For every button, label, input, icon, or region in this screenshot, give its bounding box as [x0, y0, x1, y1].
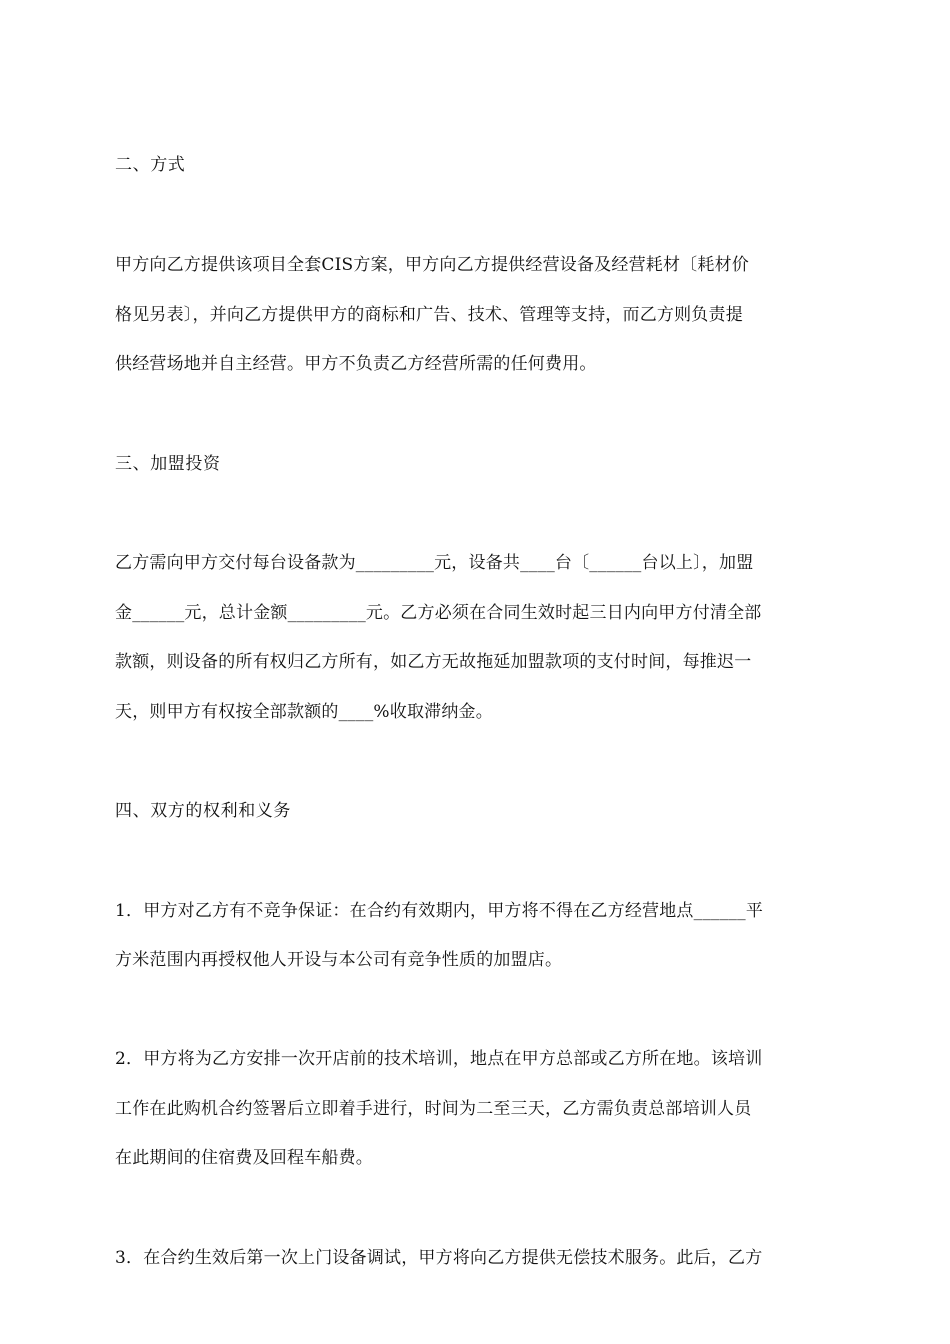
section-3-line-4: 天，则甲方有权按全部款额的____%收取滞纳金。: [115, 702, 493, 722]
section-3-line-3: 款额，则设备的所有权归乙方所有，如乙方无故拖延加盟款项的支付时间，每推迟一: [115, 652, 752, 672]
item-3-line-1: 3．在合约生效后第一次上门设备调试，甲方将向乙方提供无偿技术服务。此后，乙方: [115, 1248, 763, 1268]
section-2-line-1: 甲方向乙方提供该项目全套CIS方案，甲方向乙方提供经营设备及经营耗材〔耗材价: [115, 255, 749, 275]
section-heading-method: 二、方式: [115, 155, 186, 175]
section-heading-rights-obligations: 四、双方的权利和义务: [115, 801, 291, 821]
section-2-line-2: 格见另表〕，并向乙方提供甲方的商标和广告、技术、管理等支持，而乙方则负责提: [115, 305, 743, 325]
section-3-line-2: 金______元，总计金额_________元。乙方必须在合同生效时起三日内向甲方付清全部: [115, 603, 762, 623]
section-2-line-3: 供经营场地并自主经营。甲方不负责乙方经营所需的任何费用。: [115, 354, 597, 374]
item-2-line-1: 2．甲方将为乙方安排一次开店前的技术培训，地点在甲方总部或乙方所在地。该培训: [115, 1049, 763, 1069]
section-heading-investment: 三、加盟投资: [115, 454, 221, 474]
section-3-line-1: 乙方需向甲方交付每台设备款为_________元，设备共____台〔______台以上〕，加盟: [115, 553, 754, 573]
item-2-line-3: 在此期间的住宿费及回程车船费。: [115, 1148, 373, 1168]
item-1-line-1: 1．甲方对乙方有不竞争保证：在合约有效期内，甲方将不得在乙方经营地点______平: [115, 901, 764, 921]
item-2-line-2: 工作在此购机合约签署后立即着手进行，时间为二至三天，乙方需负责总部培训人员: [115, 1099, 752, 1119]
item-1-line-2: 方米范围内再授权他人开设与本公司有竞争性质的加盟店。: [115, 950, 563, 970]
